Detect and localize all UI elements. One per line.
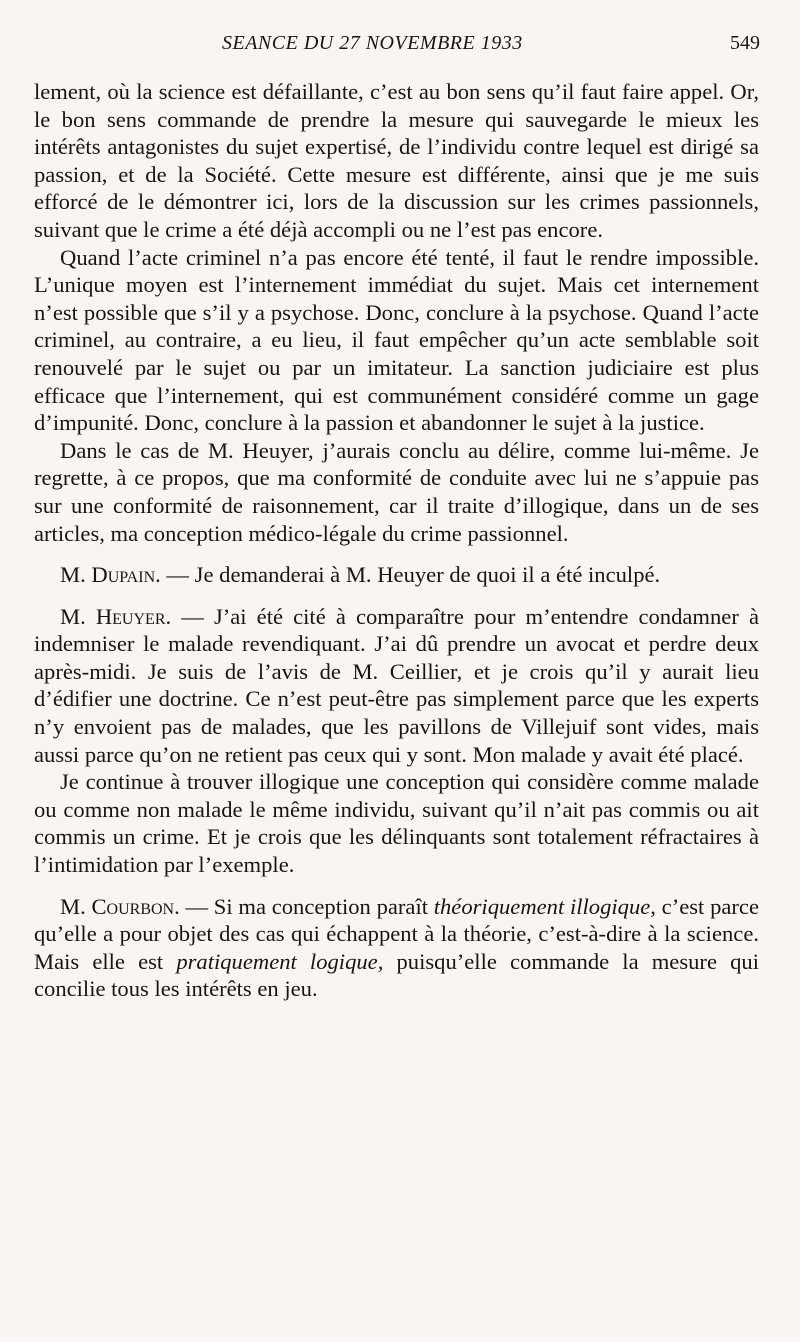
heuyer-remark xyxy=(34,603,759,769)
page-header xyxy=(32,32,760,58)
remark-text: — J’ai été cité à comparaître pour m’entendre condamner à indemniser le malade revendiquant. J’ai dû prendre un avocat et perdre deux après-midi. Je suis de l’avis de M. Ceillier, et je crois qu’il y aurait lieu d’édifier une doctrine. Ce n’est peut-être pas simplement parce que les experts n’y envoient pas de malades, que les pavillons de Villejuif sont vides, mais aussi parce qu’on ne retient pas ceux qui y sont. Mon malade y avait été placé. xyxy=(34,603,759,767)
emphasis-text: pratiquement logique, xyxy=(176,948,384,974)
running-title: SEANCE DU 27 NOVEMBRE 1933 xyxy=(222,32,523,54)
remark-text: puisqu’elle commande la mesure qui concilie tous les intérêts en jeu. xyxy=(34,948,759,1002)
remark-text: c’est parce qu’elle a pour objet des cas qui échappent à la théorie, c’est-à-dire à la science. Mais elle est xyxy=(34,893,759,974)
paragraph-3: Dans le cas de M. Heuyer, j’aurais conclu au délire, comme lui-même. Je regrette, à ce propos, que ma conformité de conduite avec lui ne s’appuie pas sur une conformité de raisonnement, car il traite d’illogique, dans un de ses articles, ma conception médico-légale du crime passionnel. xyxy=(34,437,759,546)
emphasis-text: théoriquement illogique, xyxy=(433,893,656,919)
dupain-remark xyxy=(34,561,759,589)
page-number: 549 xyxy=(730,32,760,54)
paragraph-2: Quand l’acte criminel n’a pas encore été tenté, il faut le rendre impossible. L’unique moyen est l’internement immédiat du sujet. Mais cet internement n’est possible que s’il y a psychose. Donc, conclure à la psychose. Quand l’acte criminel, au contraire, a eu lieu, il faut empêcher qu’un acte semblable soit renouvelé par le sujet ou par un imitateur. La sanction judiciaire est plus efficace que l’internement, qui est communément considéré comme un gage d’impunité. Donc, conclure à la passion et abandonner le sujet à la justice. xyxy=(34,244,759,436)
paragraph-6: Je continue à trouver illogique une conception qui considère comme malade ou comme non malade le même individu, suivant qu’il n’ait pas commis ou ait commis un crime. Et je crois que les délinquants sont totalement réfractaires à l’intimidation par l’exemple. xyxy=(34,769,759,878)
speaker-name: M. Dupain. xyxy=(60,562,161,588)
courbon-remark xyxy=(34,893,759,1003)
remark-text: — Si ma conception paraît xyxy=(179,893,434,919)
speaker-name: M. Courbon. xyxy=(60,893,180,919)
paragraph-1: lement, où la science est défaillante, c’est au bon sens qu’il faut faire appel. Or, le bon sens commande de prendre la mesure qui sauvegarde le mieux les intérêts antagonistes du sujet expertisé, de l’individu contre lequel est dirigé sa passion, et de la Société. Cette mesure est différente, ainsi que je me suis efforcé de le démontrer ici, lors de la discussion sur les crimes passionnels, suivant que le crime a été déjà accompli ou ne l’est pas encore. xyxy=(34,79,759,242)
speaker-name: M. Heuyer. xyxy=(60,603,172,629)
body-text xyxy=(34,78,759,1003)
remark-text: — Je demanderai à M. Heuyer de quoi il a été inculpé. xyxy=(160,562,661,588)
